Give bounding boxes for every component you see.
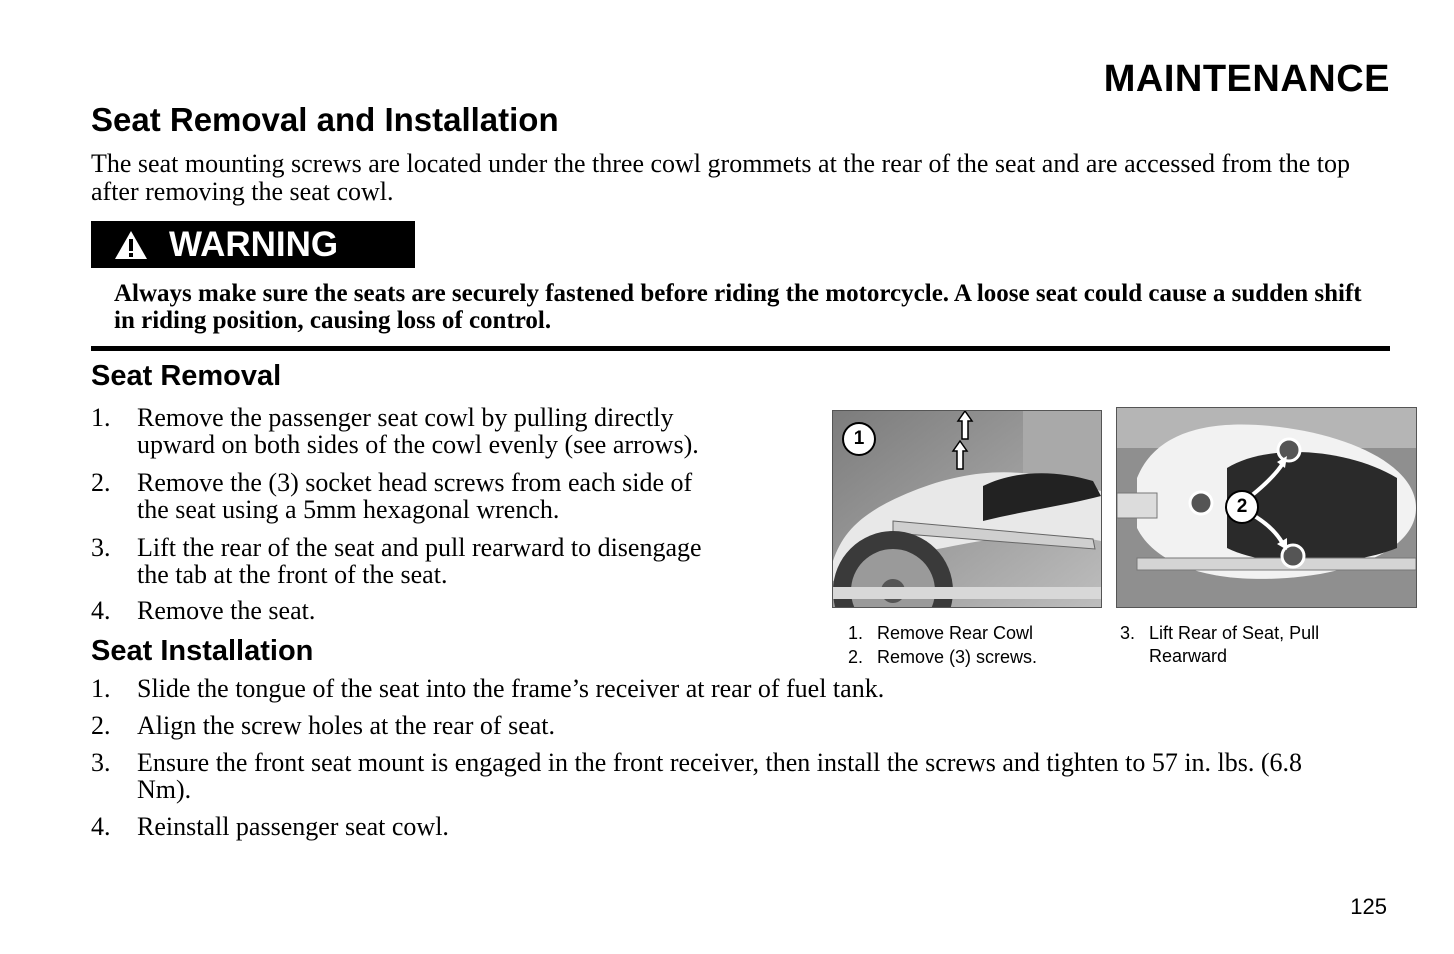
- step-number: 2.: [91, 468, 111, 497]
- caption-number: 1.: [848, 623, 864, 643]
- step-line: the seat using a 5mm hexagonal wrench.: [137, 495, 560, 524]
- warning-banner: [91, 221, 415, 268]
- caption-text: [1149, 622, 1319, 668]
- step-text: [137, 675, 884, 702]
- step-number: 4.: [91, 812, 111, 841]
- step-text: [137, 469, 692, 523]
- warning-triangle-icon: [113, 229, 149, 261]
- step-line: Align the screw holes at the rear of seat.: [137, 711, 556, 740]
- caption-number: 2.: [848, 647, 864, 667]
- step-text: [137, 749, 1302, 803]
- seat-top-photo: [1116, 407, 1417, 608]
- step-line: Remove the (3) socket head screws from each side of: [137, 468, 693, 497]
- step-text: [137, 712, 555, 739]
- callout-2: 2: [1225, 490, 1259, 524]
- caption-text: Remove Rear Cowl: [877, 623, 1034, 643]
- step-line: Lift the rear of the seat and pull rearward to disengage: [137, 533, 702, 562]
- page-number: 125: [1350, 894, 1387, 919]
- step-line: Ensure the front seat mount is engaged in the front receiver, then install the screws and tighten to 57 in. lbs. (6.8: [137, 748, 1303, 777]
- seat-removal-heading: Seat Removal: [91, 360, 282, 392]
- section-divider: [91, 346, 1390, 351]
- intro-paragraph: The seat mounting screws are located under the three cowl grommets at the rear of the seat and are accessed from the top after removing the seat cowl.: [91, 149, 1351, 206]
- seat-installation-heading: Seat Installation: [91, 635, 314, 667]
- caption-line: Rearward: [1149, 646, 1228, 666]
- step-text: [137, 404, 699, 458]
- step-text: [137, 534, 702, 588]
- step-number: 4.: [91, 596, 111, 625]
- step-text: [137, 597, 315, 624]
- step-text: [137, 813, 449, 840]
- callout-1: 1: [842, 422, 876, 456]
- step-line: Nm).: [137, 775, 192, 804]
- step-line: upward on both sides of the cowl evenly (see arrows).: [137, 430, 699, 459]
- step-number: 3.: [91, 748, 111, 777]
- step-number: 3.: [91, 533, 111, 562]
- page-title: Seat Removal and Installation: [91, 101, 559, 138]
- caption-line: Lift Rear of Seat, Pull: [1149, 623, 1320, 643]
- step-line: Remove the passenger seat cowl by pulling directly: [137, 403, 674, 432]
- step-number: 1.: [91, 403, 111, 432]
- warning-label: WARNING: [169, 225, 339, 264]
- step-line: Reinstall passenger seat cowl.: [137, 812, 449, 841]
- step-line: Slide the tongue of the seat into the frame’s receiver at rear of fuel tank.: [137, 674, 885, 703]
- step-number: 1.: [91, 674, 111, 703]
- step-line: the tab at the front of the seat.: [137, 560, 448, 589]
- caption-number: 3.: [1120, 623, 1136, 643]
- warning-text: Always make sure the seats are securely fastened before riding the motorcycle. A loose seat could cause a sudden shift in riding position, causing loss of control.: [114, 280, 1362, 334]
- seat-top-illustration: [1117, 408, 1416, 607]
- step-line: Remove the seat.: [137, 596, 316, 625]
- step-number: 2.: [91, 711, 111, 740]
- rear-cowl-photo: [832, 410, 1102, 608]
- section-header: MAINTENANCE: [1103, 58, 1390, 100]
- caption-text: Remove (3) screws.: [877, 647, 1038, 667]
